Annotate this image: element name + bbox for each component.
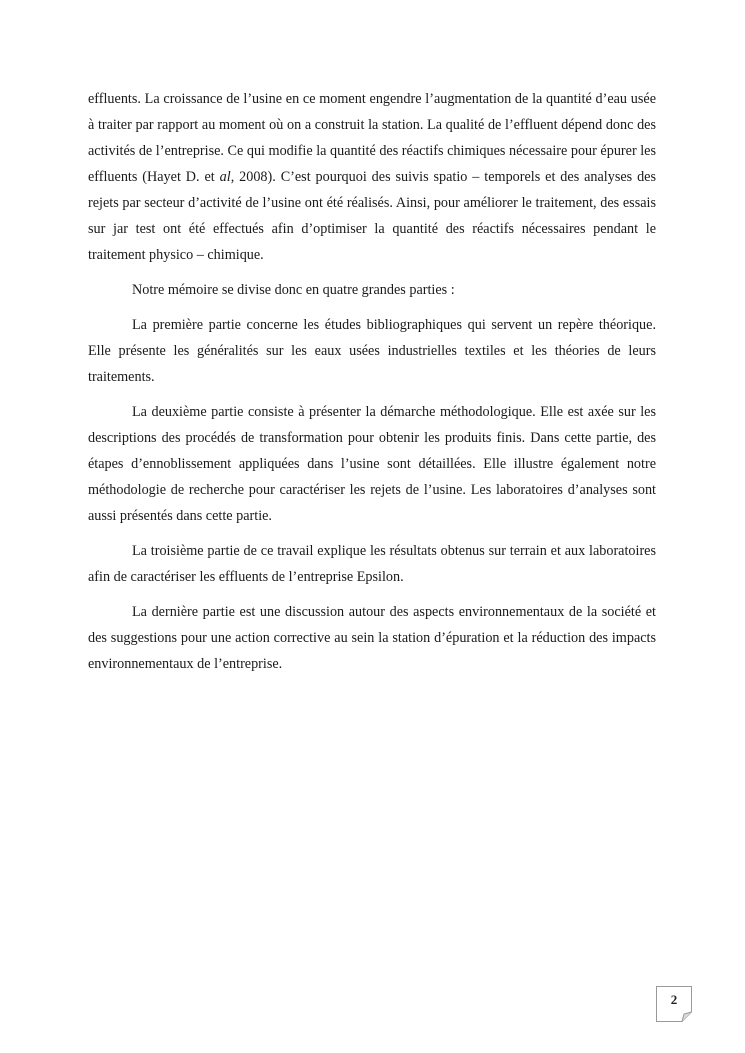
paragraph-text: , 2008). C’est pourquoi des suivis spatio – temporels et des analyses des rejets par secteur d’activité de l’usine ont été réalisés. Ainsi, pour améliorer le traitement, des essais sur jar test ont été effectués afin d’optimiser la quantité des réactifs nécessaires pendant le traitement physico – chimique. <box>88 169 657 263</box>
page-number: 2 <box>670 992 678 1007</box>
document-body <box>88 86 656 686</box>
paragraph-introduction-continued <box>88 86 656 268</box>
paragraph-outline-intro: Notre mémoire se divise donc en quatre grandes parties : <box>132 282 455 298</box>
paragraph-part-four: La dernière partie est une discussion autour des aspects environnementaux de la société et des suggestions pour une action corrective au sein la station d’épuration et la réduction des impacts environnementaux de l’entreprise. <box>88 604 656 672</box>
paragraph-part-three: La troisième partie de ce travail explique les résultats obtenus sur terrain et aux laboratoires afin de caractériser les effluents de l’entreprise Epsilon. <box>88 543 656 585</box>
page-number-badge <box>656 986 692 1022</box>
paragraph-part-one: La première partie concerne les études bibliographiques qui servent un repère théorique. Elle présente les généralités sur les eaux usées industrielles textiles et les théories de leurs traitements. <box>88 317 656 385</box>
italic-citation-text: al <box>219 169 231 185</box>
paragraph-text: effluents. La croissance de l’usine en ce moment engendre l’augmentation de la quantité d’eau usée à traiter par rapport au moment où on a construit la station. La qualité de l’effluent dépend donc des activités de l’entreprise. Ce qui modifie la quantité des réactifs chimiques nécessaire pour épurer les effluents (Hayet D. et <box>88 91 656 185</box>
paragraph-part-two: La deuxième partie consiste à présenter la démarche méthodologique. Elle est axée sur les descriptions des procédés de transformation pour obtenir les produits finis. Dans cette partie, des étapes d’ennoblissement appliquées dans l’usine sont détaillées. Elle illustre également notre méthodologie de recherche pour caractériser les rejets de l’usine. Les laboratoires d’analyses sont aussi présentés dans cette partie. <box>88 404 656 524</box>
